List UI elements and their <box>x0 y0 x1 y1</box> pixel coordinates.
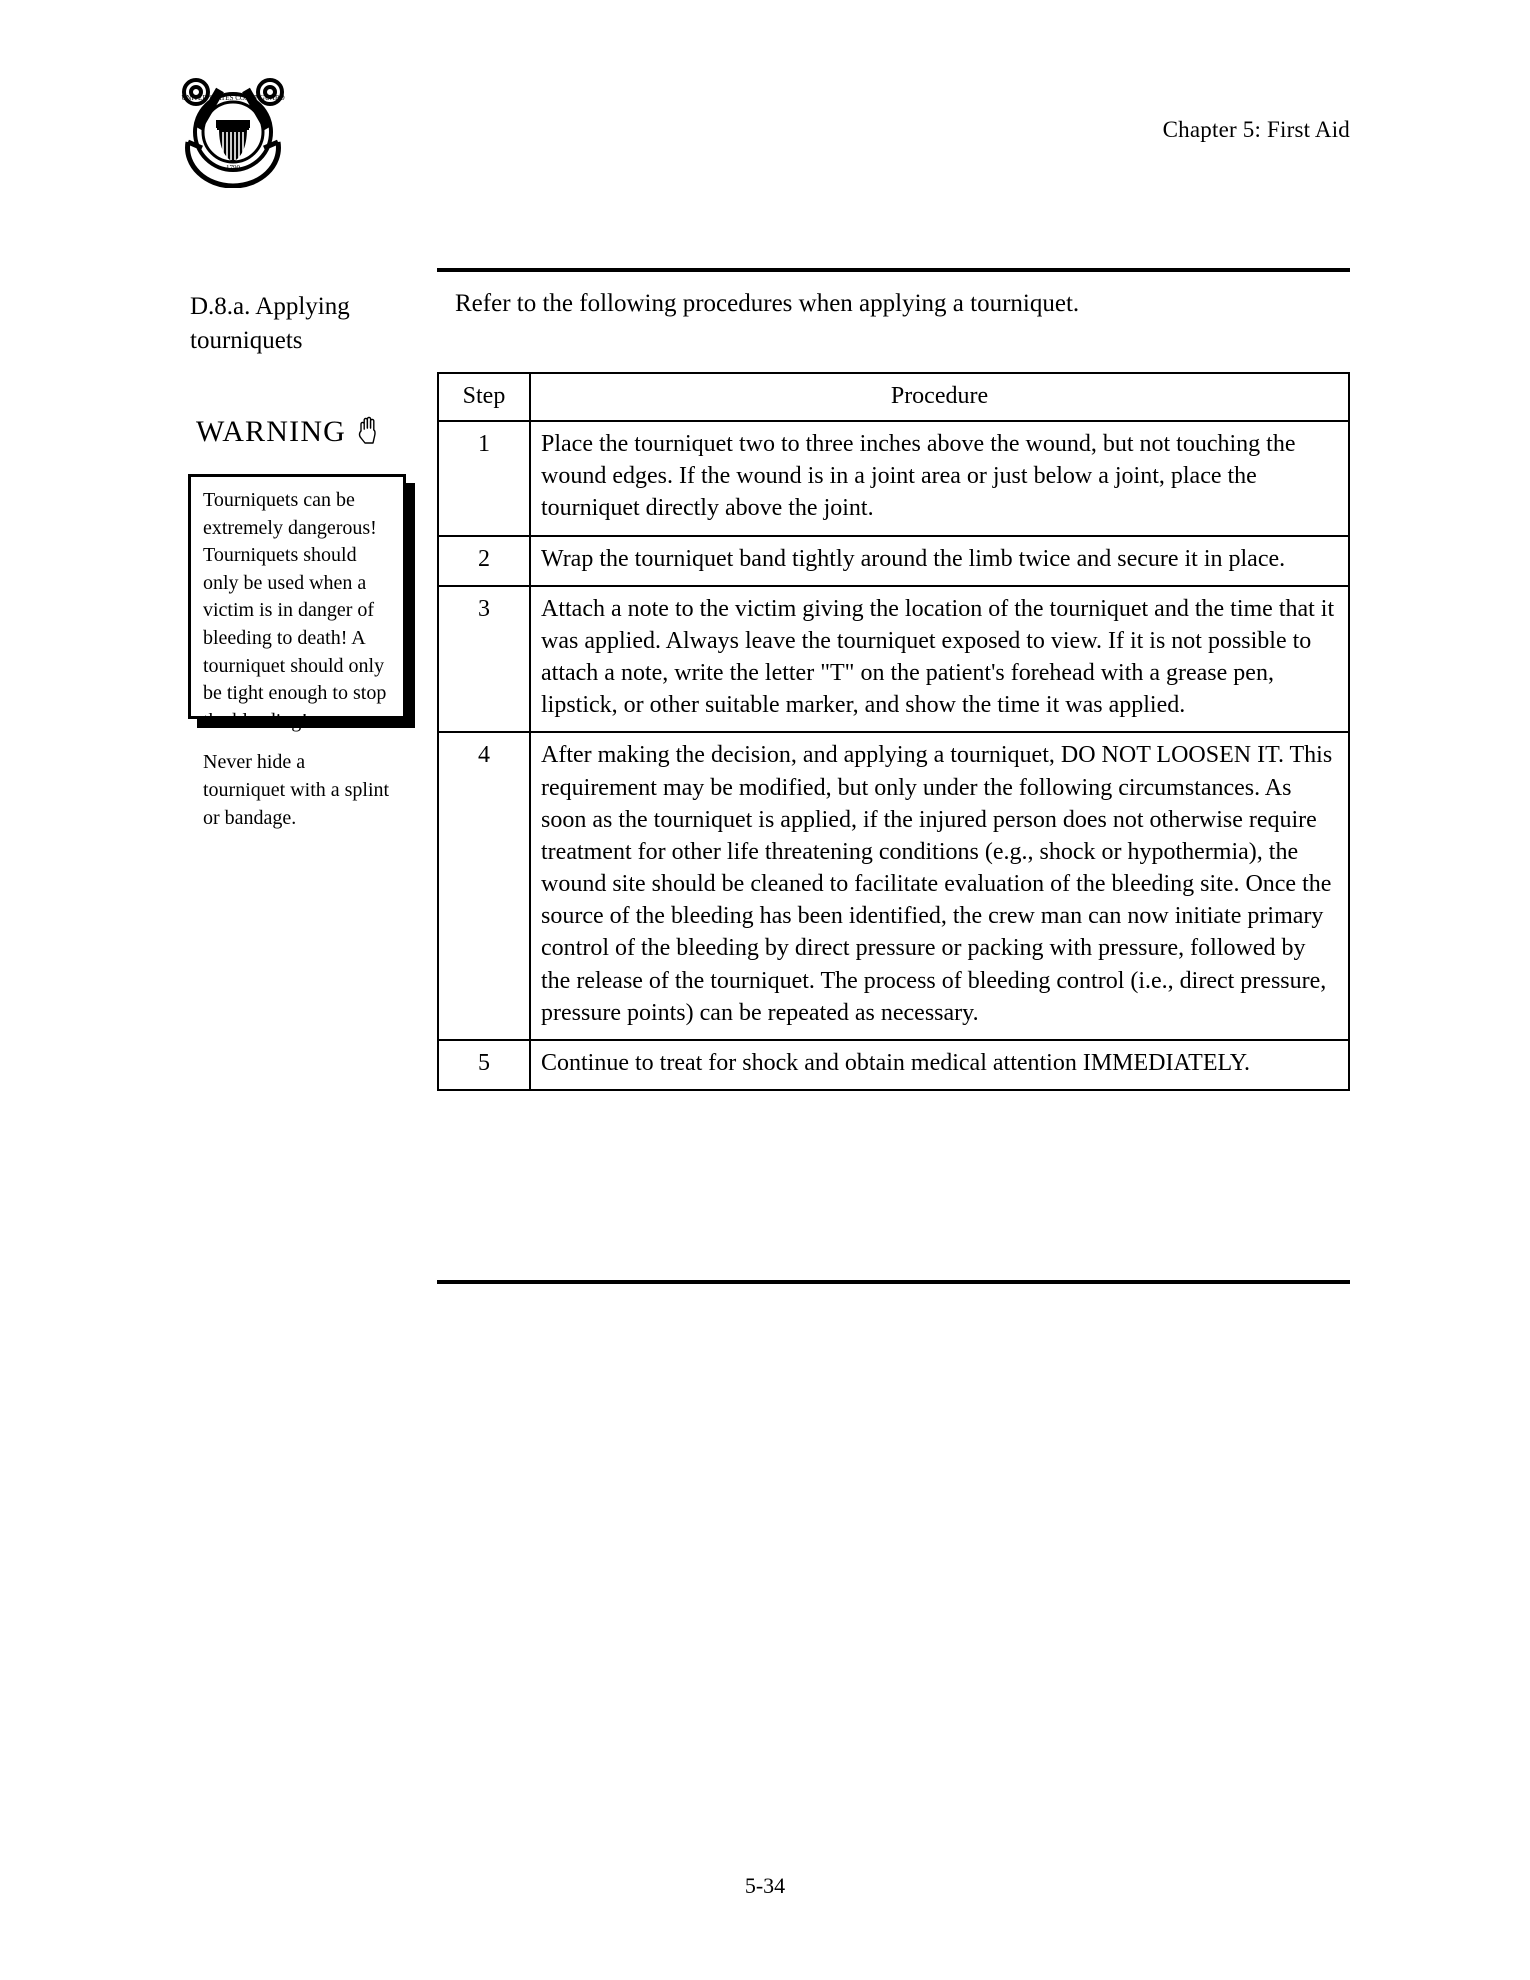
warning-box <box>188 474 406 829</box>
page-number: 5-34 <box>744 1873 786 1898</box>
stop-hand-icon <box>356 415 382 445</box>
svg-text:1790: 1790 <box>226 164 240 172</box>
table-row <box>438 586 1349 733</box>
step-number: 2 <box>438 536 530 586</box>
chapter-header: Chapter 5: First Aid <box>1162 117 1350 142</box>
us-coast-guard-seal-icon <box>168 70 298 188</box>
warning-heading <box>196 415 382 449</box>
step-procedure: Wrap the tourniquet band tightly around the limb twice and secure it in place. <box>530 536 1349 586</box>
table-header-row <box>438 373 1349 421</box>
step-number: 4 <box>438 732 530 1039</box>
warning-text-secondary: Never hide a tourniquet with a splint or bandage. <box>203 751 390 829</box>
step-procedure: After making the decision, and applying a tourniquet, DO NOT LOOSEN IT. This requirement may be modified, but only under the following circumstances. As soon as the tourniquet is applied, if the injured person does not otherwise require treatment for other life threatening conditions (e.g., shock or hypothermia), the wound site should be cleaned to facilitate evaluation of the bleeding site. Once the source of the bleeding has been identified, the crew man can now initiate primary control of the bleeding by direct pressure or packing with pressure, followed by the release of the tourniquet. The process of bleeding control (i.e., direct pressure, pressure points) can be repeated as necessary. <box>530 732 1349 1039</box>
table-row <box>438 732 1349 1039</box>
top-rule <box>437 268 1350 272</box>
svg-text:UNITED STATES COAST GUARD: UNITED STATES COAST GUARD <box>181 94 285 102</box>
table-row <box>438 1040 1349 1090</box>
section-heading: D.8.a. Applying tourniquets <box>190 293 350 354</box>
table-row <box>438 421 1349 535</box>
step-procedure: Attach a note to the victim giving the location of the tourniquet and the time that it was applied. Always leave the tourniquet exposed to view. If it is not possible to attach a note, write the letter "T" on the patient's forehead with a grease pen, lipstick, or other suitable marker, and show the time it was applied. <box>530 586 1349 733</box>
bottom-rule <box>437 1280 1350 1284</box>
step-procedure: Continue to treat for shock and obtain medical attention IMMEDIATELY. <box>530 1040 1349 1090</box>
warning-text-primary: Tourniquets can be extremely dangerous! Tourniquets should only be used when a victim is in danger of bleeding to death! A tourniquet should only be tight enough to stop the bleeding! <box>203 489 387 732</box>
table-row <box>438 536 1349 586</box>
step-number: 5 <box>438 1040 530 1090</box>
procedure-table <box>437 372 1350 1091</box>
column-header-procedure: Procedure <box>530 373 1349 421</box>
warning-heading-label: WARNING <box>196 415 347 448</box>
step-procedure: Place the tourniquet two to three inches above the wound, but not touching the wound edges. If the wound is in a joint area or just below a joint, place the tourniquet directly above the joint. <box>530 421 1349 535</box>
step-number: 1 <box>438 421 530 535</box>
intro-paragraph: Refer to the following procedures when applying a tourniquet. <box>455 290 1080 317</box>
column-header-step: Step <box>438 373 530 421</box>
step-number: 3 <box>438 586 530 733</box>
